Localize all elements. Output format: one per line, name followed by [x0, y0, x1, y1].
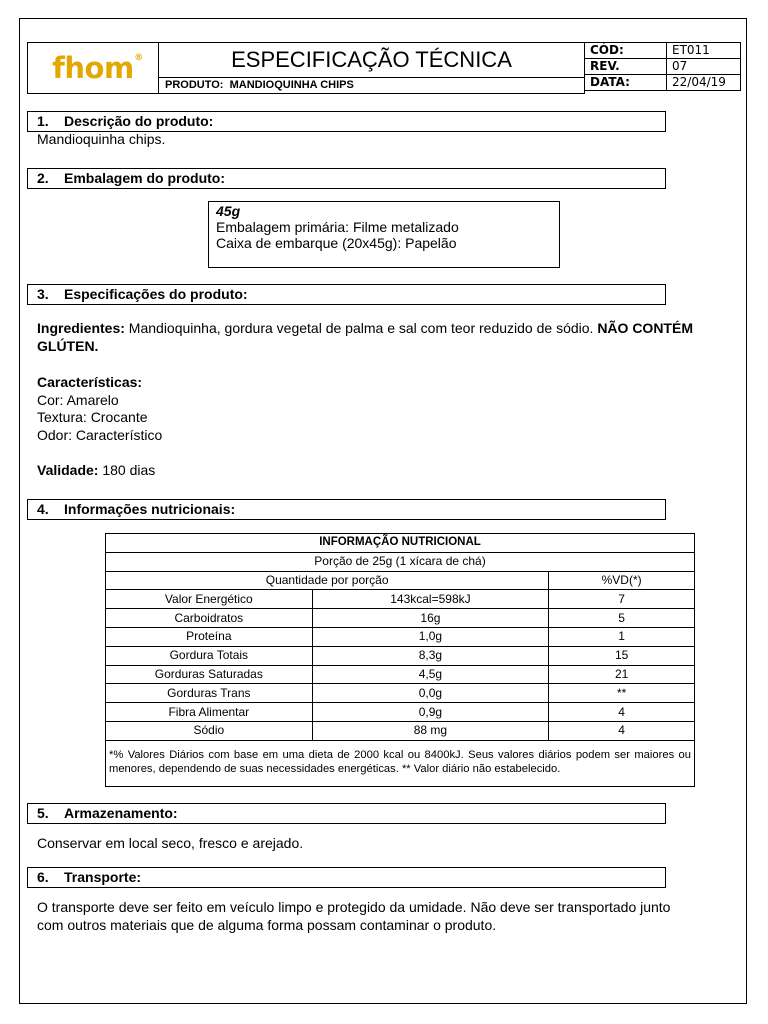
product-line [158, 77, 585, 94]
meta-key: DATA: [585, 75, 667, 91]
document-meta-table [584, 42, 741, 91]
nutrition-header-row [106, 571, 695, 590]
nutrition-footnote-row [106, 740, 695, 786]
table-row [106, 721, 695, 740]
validity-label: Validade: [37, 462, 99, 478]
nutrition-portion-row [106, 552, 695, 571]
nutrient-qty: 16g [312, 609, 549, 628]
section-6-header [27, 867, 666, 888]
char-color: Cor: Amarelo [37, 391, 119, 408]
meta-value: 07 [667, 59, 741, 75]
transport-line-1: O transporte deve ser feito em veículo limpo e protegido da umidade. Não deve ser transportado junto [37, 899, 671, 915]
nutrient-vd: 15 [549, 646, 695, 665]
section-5-header [27, 803, 666, 824]
table-row [106, 703, 695, 722]
nutrition-portion: Porção de 25g (1 xícara de chá) [106, 552, 695, 571]
product-label: PRODUTO: [165, 79, 224, 91]
nutrient-vd: 5 [549, 609, 695, 628]
nutrient-name: Gorduras Saturadas [106, 665, 313, 684]
nutrient-vd: ** [549, 684, 695, 703]
nutrient-qty: 143kcal=598kJ [312, 590, 549, 609]
product-description: Mandioquinha chips. [37, 131, 166, 147]
ingredients-text: Mandioquinha, gordura vegetal de palma e sal com teor reduzido de sódio. [124, 320, 598, 336]
product-value: MANDIOQUINHA CHIPS [229, 79, 354, 91]
section-title: Especificações do produto: [64, 286, 248, 302]
primary-packaging: Embalagem primária: Filme metalizado [216, 219, 459, 235]
nutrient-name: Gordura Totais [106, 646, 313, 665]
nutrient-vd: 21 [549, 665, 695, 684]
char-odor: Odor: Característico [37, 426, 163, 443]
nutrient-vd: 4 [549, 721, 695, 740]
validity-value: 180 dias [98, 462, 156, 478]
section-number: 6. [37, 869, 49, 885]
table-row [106, 590, 695, 609]
section-3-header [27, 284, 666, 305]
transport-line-2: com outros materiais que de alguma forma possam contaminar o produto. [37, 916, 497, 933]
table-row [106, 627, 695, 646]
nutrition-title: INFORMAÇÃO NUTRICIONAL [106, 534, 695, 553]
nutrient-vd: 7 [549, 590, 695, 609]
section-number: 2. [37, 170, 49, 186]
nutrient-qty: 0,0g [312, 684, 549, 703]
nutrient-qty: 1,0g [312, 627, 549, 646]
nutrient-qty: 4,5g [312, 665, 549, 684]
validity [37, 462, 155, 480]
nutrient-name: Fibra Alimentar [106, 703, 313, 722]
meta-row-code [585, 43, 741, 59]
nutrient-vd: 1 [549, 627, 695, 646]
table-row [106, 684, 695, 703]
nutrient-name: Sódio [106, 721, 313, 740]
nutrient-name: Proteína [106, 627, 313, 646]
nutrition-table [105, 533, 695, 787]
logo-wordmark: fhom ® [52, 51, 143, 85]
section-number: 5. [37, 805, 49, 821]
section-number: 1. [37, 113, 49, 129]
section-title: Embalagem do produto: [64, 170, 225, 186]
pack-size: 45g [216, 203, 241, 219]
section-title: Armazenamento: [64, 805, 178, 821]
meta-key: REV. [585, 59, 667, 75]
document-title: ESPECIFICAÇÃO TÉCNICA [158, 42, 585, 78]
section-4-header [27, 499, 666, 520]
meta-key: CÓD: [585, 43, 667, 59]
nutrient-name: Valor Energético [106, 590, 313, 609]
characteristics [37, 374, 162, 444]
meta-row-revision [585, 59, 741, 75]
qty-header: Quantidade por porção [106, 571, 549, 590]
table-row [106, 609, 695, 628]
meta-row-date [585, 75, 741, 91]
vd-header: %VD(*) [549, 571, 695, 590]
packaging-box [208, 201, 560, 268]
char-texture: Textura: Crocante [37, 409, 148, 425]
nutrient-name: Carboidratos [106, 609, 313, 628]
transport-text [37, 899, 670, 934]
characteristics-label: Características: [37, 374, 143, 390]
nutrient-qty: 88 mg [312, 721, 549, 740]
ingredients [37, 320, 717, 355]
nutrient-qty: 8,3g [312, 646, 549, 665]
section-number: 3. [37, 286, 49, 302]
company-logo [27, 42, 159, 94]
nutrient-qty: 0,9g [312, 703, 549, 722]
section-title: Transporte: [64, 869, 142, 885]
section-title: Descrição do produto: [64, 113, 214, 129]
gluten-warning-cont: GLÚTEN. [37, 337, 99, 354]
nutrient-name: Gorduras Trans [106, 684, 313, 703]
ingredients-label: Ingredientes: [37, 320, 125, 336]
nutrition-footnote: *% Valores Diários com base em uma dieta de 2000 kcal ou 8400kJ. Seus valores diários podem ser maiores ou menores, dependendo de suas necessidades energéticas. ** Valor diário não estabelecido. [106, 740, 695, 786]
section-1-header [27, 111, 666, 132]
table-row [106, 646, 695, 665]
storage-text: Conservar em local seco, fresco e arejado. [37, 835, 304, 851]
shipping-box: Caixa de embarque (20x45g): Papelão [216, 235, 457, 251]
nutrient-vd: 4 [549, 703, 695, 722]
gluten-warning: NÃO CONTÉM [597, 320, 693, 336]
nutrition-title-row [106, 534, 695, 553]
section-title: Informações nutricionais: [64, 501, 236, 517]
meta-value: 22/04/19 [667, 75, 741, 91]
section-2-header [27, 168, 666, 189]
section-number: 4. [37, 501, 49, 517]
meta-value: ET011 [667, 43, 741, 59]
table-row [106, 665, 695, 684]
